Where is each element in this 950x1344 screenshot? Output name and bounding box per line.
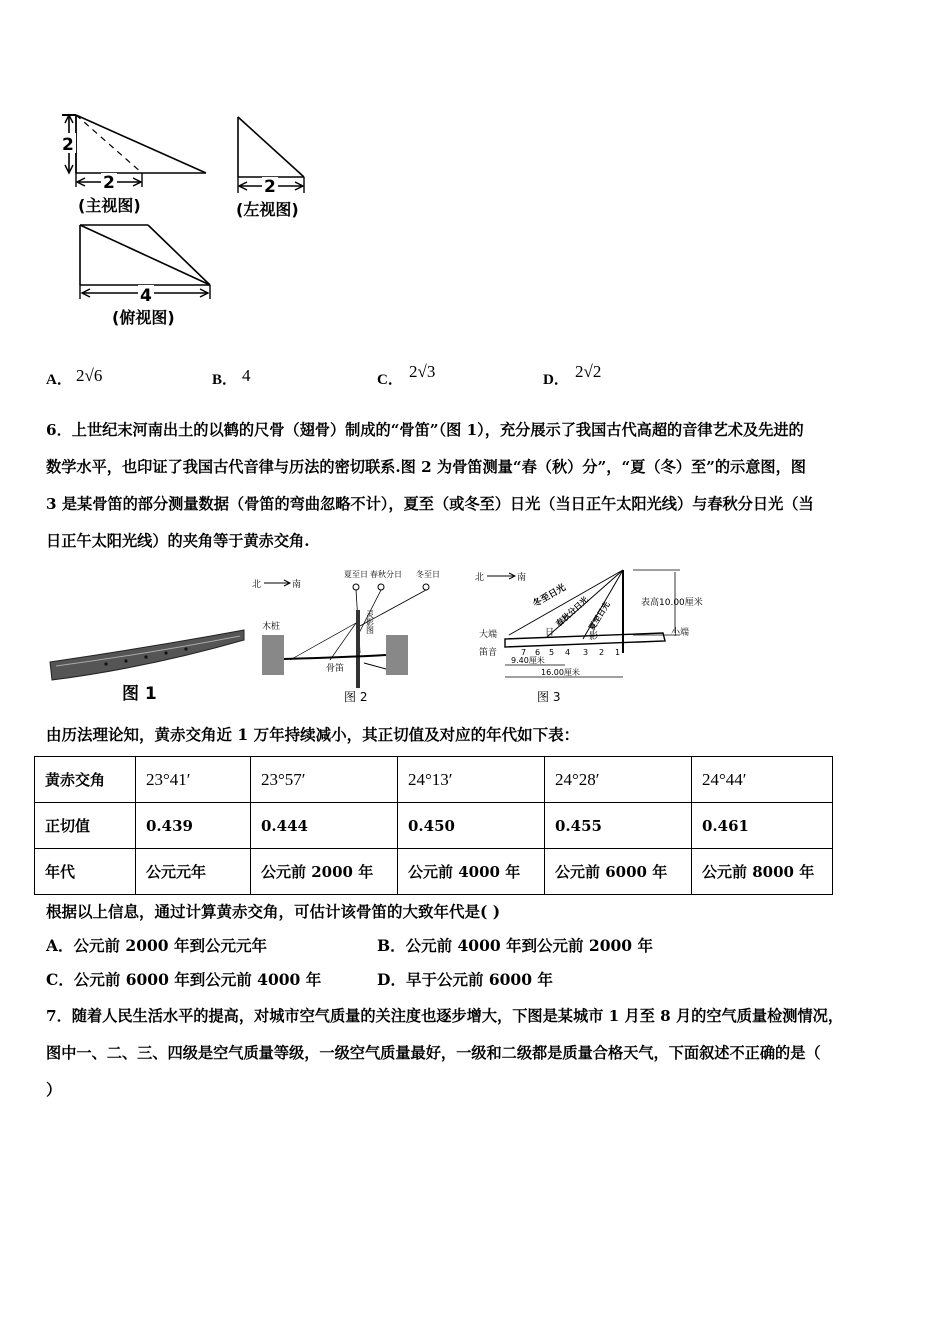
fig3-equinox-light: 春秋分日光 [554, 595, 591, 629]
q6-line-3: 3 是某骨笛的部分测量数据（骨笛的弯曲忽略不计），夏至（或冬至）日光（当日正午太阳光线）与春秋分日光（当 [46, 495, 814, 513]
figure-2-measurement [250, 565, 460, 705]
figure-3-caption: 图 3 [537, 690, 561, 704]
option-value: 2√6 [76, 366, 103, 385]
fig3-hole-5: 5 [549, 648, 555, 657]
era-cell: 公元元年 [136, 849, 251, 895]
fig3-winter-light: 冬至日光 [531, 582, 568, 610]
tangent-cell: 0.444 [251, 803, 398, 849]
figure-1-caption: 图 1 [122, 684, 157, 704]
row-header: 黄赤交角 [35, 757, 136, 803]
fig2-summer-label: 夏至日 [344, 570, 368, 579]
era-cell: 公元前 8000 年 [692, 849, 833, 895]
q6-option-d[interactable]: D．早于公元前 6000 年 [377, 970, 553, 989]
option-value: 2√3 [409, 362, 436, 381]
option-value: 2√2 [575, 362, 602, 381]
angle-cell: 24°28′ [545, 757, 692, 803]
q6-option-b[interactable]: B．公元前 4000 年到公元前 2000 年 [377, 936, 653, 955]
row-header: 年代 [35, 849, 136, 895]
tangent-cell: 0.461 [692, 803, 833, 849]
q6-question: 根据以上信息，通过计算黄赤交角，可估计该骨笛的大致年代是( ) [46, 902, 501, 921]
left-view [236, 117, 304, 219]
fig3-hole-4: 4 [565, 648, 571, 657]
fig3-length-1: 9.40厘米 [511, 656, 545, 665]
option-letter: D． [543, 372, 569, 388]
q7-line-2: 图中一、二、三、四级是空气质量等级，一级空气质量最好，一级和二级都是质量合格天气，下面叙述不正确的是（ [46, 1044, 821, 1062]
fig3-hole-2: 2 [599, 648, 605, 657]
fig2-north: 北 [252, 580, 262, 590]
era-cell: 公元前 6000 年 [545, 849, 692, 895]
front-height-label: 2 [62, 135, 74, 155]
figure-1-bone-flute [46, 622, 246, 708]
top-view-caption: (俯视图) [112, 308, 175, 327]
fig2-winter-label: 冬至日 [416, 570, 440, 579]
fig3-small-end: 小端 [671, 628, 690, 638]
fig2-equinox-label: 春秋分日 [370, 570, 402, 579]
era-cell: 公元前 2000 年 [251, 849, 398, 895]
obliquity-table [34, 756, 833, 895]
option-letter: B． [212, 372, 238, 388]
fig3-hole-1: 1 [615, 648, 621, 657]
q5-option-b[interactable] [212, 366, 251, 389]
q6-option-c[interactable]: C．公元前 6000 年到公元前 4000 年 [46, 970, 322, 989]
fig3-hole-3: 3 [583, 648, 589, 657]
q6-line-1: 6．上世纪末河南出土的以鹤的尺骨（翅骨）制成的“骨笛”（图 1），充分展示了我国古代高超的音律艺术及先进的 [46, 421, 804, 439]
q5-option-d[interactable] [543, 362, 602, 389]
figure-2-caption: 图 2 [344, 690, 368, 704]
fig3-height-label: 表高10.00厘米 [641, 598, 703, 608]
fig2-flute-label: 骨笛 [326, 664, 345, 674]
table-intro: 由历法理论知，黄赤交角近 1 万年持续减小，其正切值及对应的年代如下表： [46, 725, 580, 744]
front-view [62, 115, 206, 215]
fig3-ying: 影 [589, 632, 599, 642]
q6-option-a[interactable]: A．公元前 2000 年到公元元年 [46, 936, 267, 955]
table-row [35, 849, 833, 895]
table-row [35, 757, 833, 803]
front-view-caption: (主视图) [78, 196, 141, 215]
fig3-north: 北 [475, 573, 485, 583]
option-letter: C． [377, 372, 403, 388]
angle-cell: 24°44′ [692, 757, 833, 803]
fig3-length-2: 16.00厘米 [541, 668, 580, 677]
option-letter: A． [46, 372, 72, 388]
angle-cell: 23°57′ [251, 757, 398, 803]
top-view [80, 225, 210, 327]
q7-line-1: 7．随着人民生活水平的提高，对城市空气质量的关注度也逐步增大，下图是某城市 1 月至 8 月的空气质量检测情况， [46, 1007, 844, 1025]
fig3-summer-light: 夏至日光 [587, 600, 612, 633]
row-header: 正切值 [35, 803, 136, 849]
fig3-hole-6: 6 [535, 648, 541, 657]
fig2-south: 南 [292, 580, 302, 590]
fig3-hole-label: 笛音 [479, 648, 498, 658]
fig3-big-end: 大端 [479, 630, 498, 640]
left-width-label: 2 [264, 177, 276, 197]
fig3-hole-7: 7 [521, 648, 527, 657]
q5-option-c[interactable] [377, 362, 436, 389]
angle-cell: 23°41′ [136, 757, 251, 803]
fig3-south: 南 [517, 573, 527, 583]
era-cell: 公元前 4000 年 [398, 849, 545, 895]
left-view-caption: (左视图) [236, 200, 299, 219]
q6-line-2: 数学水平，也印证了我国古代音律与历法的密切联系.图 2 为骨笛测量“春（秋）分”，“夏（冬）至”的示意图，图 [46, 458, 806, 476]
front-width-label: 2 [103, 173, 115, 193]
top-width-label: 4 [140, 286, 152, 306]
table-row [35, 803, 833, 849]
fig2-post-label: 木桩 [262, 622, 281, 632]
fig3-ri: 日 [545, 628, 555, 638]
angle-cell: 24°13′ [398, 757, 545, 803]
q7-line-3: ） [46, 1080, 62, 1099]
three-view-figure [40, 105, 340, 335]
tangent-cell: 0.450 [398, 803, 545, 849]
figure-3-measurement [475, 565, 705, 705]
option-value: 4 [242, 366, 251, 385]
fig2-shadow-label: 灵影图 [365, 610, 375, 634]
tangent-cell: 0.439 [136, 803, 251, 849]
tangent-cell: 0.455 [545, 803, 692, 849]
q5-option-a[interactable] [46, 366, 103, 389]
q6-line-4: 日正午太阳光线）的夹角等于黄赤交角. [46, 532, 310, 550]
